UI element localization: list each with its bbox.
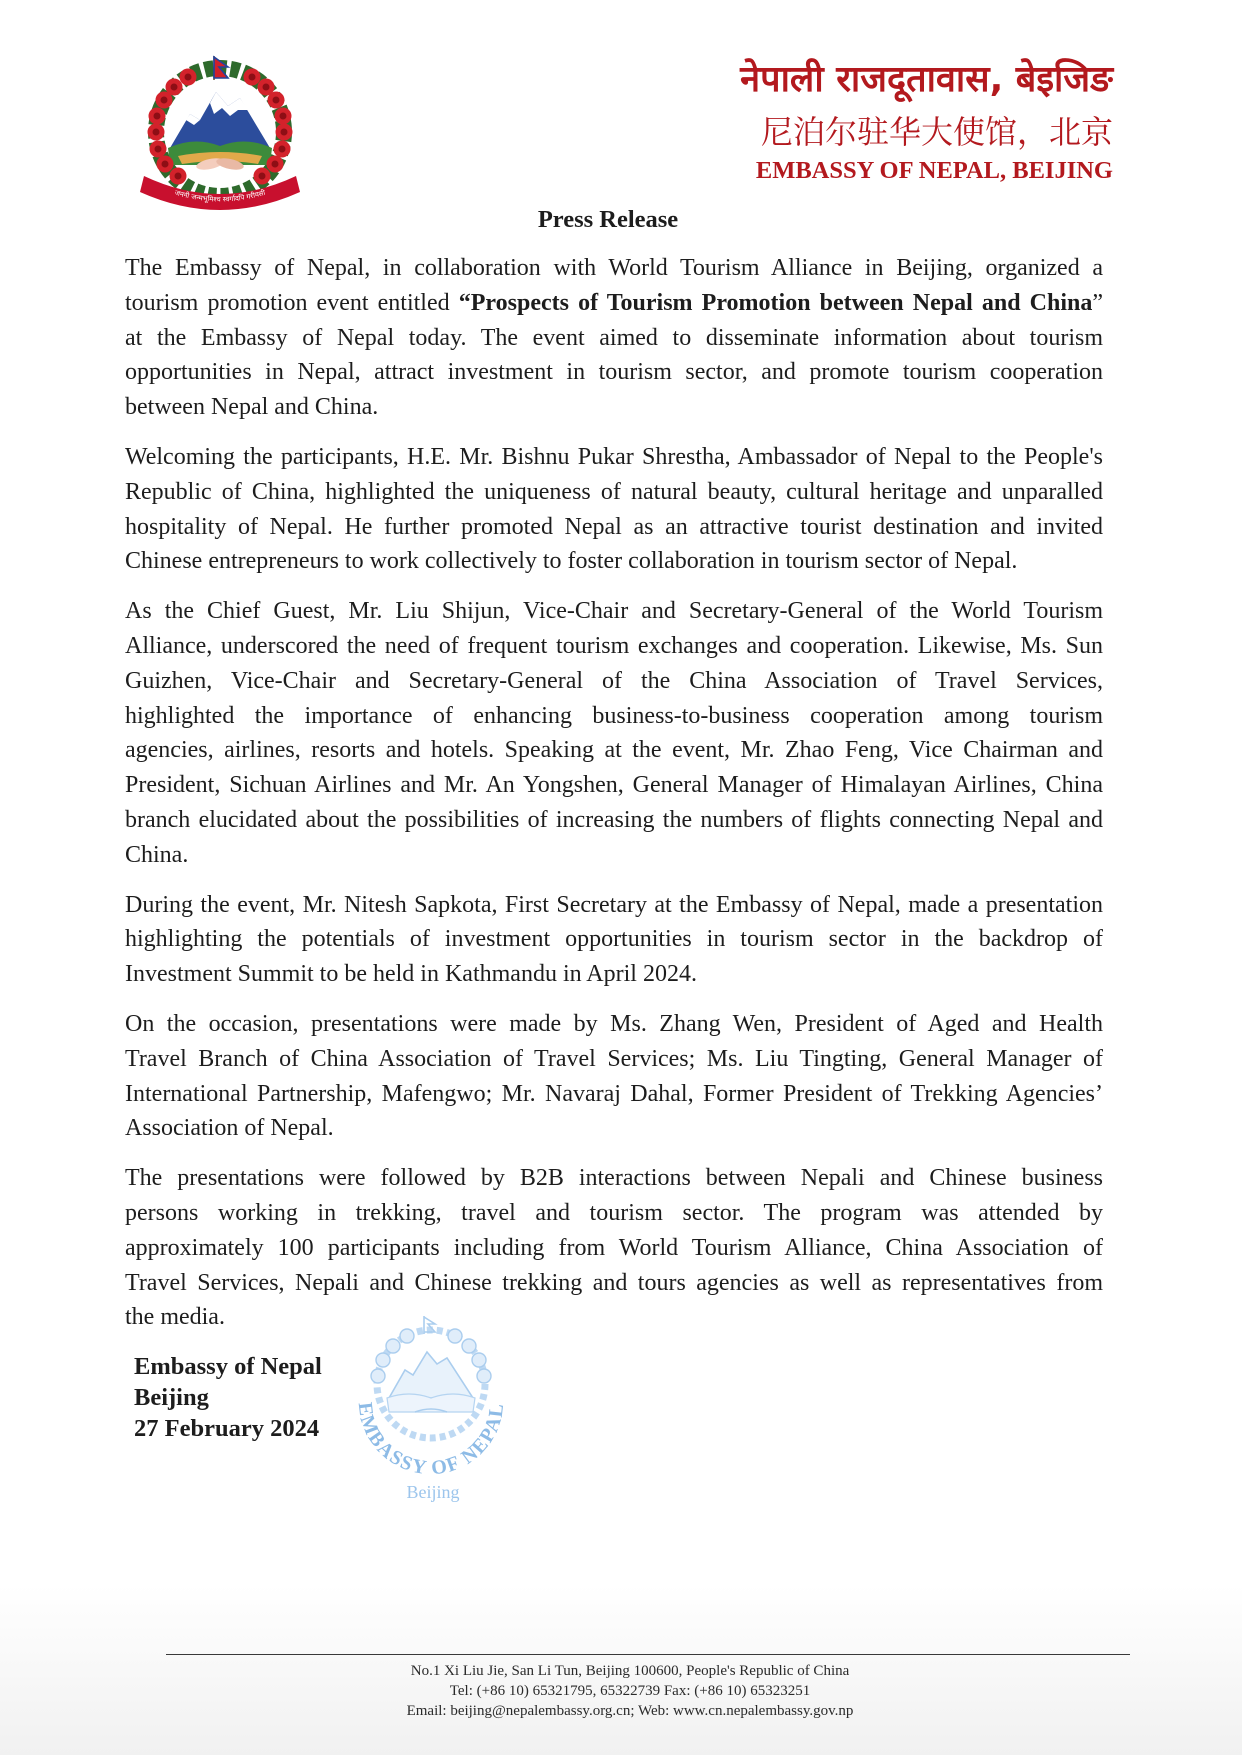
body-line: approximately 100 participants including from World Tourism Alliance, China Association of xyxy=(125,1234,1103,1261)
paragraph-3 xyxy=(125,594,1103,872)
body-line: China. xyxy=(125,841,189,868)
footer-divider xyxy=(166,1654,1130,1655)
body-line: The Embassy of Nepal, in collaboration with World Tourism Alliance in Beijing, organized a xyxy=(125,255,1103,281)
body-text: tourism promotion event entitled xyxy=(125,289,459,316)
title-nepali: नेपाली राजदूतावास, बेइजिङ xyxy=(740,59,1113,100)
signature-block xyxy=(134,1351,322,1444)
body-line: Guizhen, Vice-Chair and Secretary-General of the China Association of Travel Services, xyxy=(125,667,1103,694)
event-title: “Prospects of Tourism Promotion between Nepal and China xyxy=(458,289,1093,316)
body-line: International Partnership, Mafengwo; Mr. Navaraj Dahal, Former President of Trekking Agencies’ xyxy=(125,1080,1103,1107)
body-line: the media. xyxy=(125,1304,225,1331)
body-line: persons working in trekking, travel and tourism sector. The program was attended by xyxy=(125,1199,1103,1226)
body-line: highlighting the potentials of investment opportunities in tourism sector in the backdrop of xyxy=(125,926,1103,953)
body-line: Travel Services, Nepali and Chinese trekking and tours agencies as well as representatives from xyxy=(125,1269,1103,1296)
body-line: Chinese entrepreneurs to work collectively to foster collaboration in tourism sector of Nepal. xyxy=(125,548,1018,575)
body-line: Welcoming the participants, H.E. Mr. Bishnu Pukar Shrestha, Ambassador of Nepal to the People's xyxy=(125,443,1103,470)
body-line: highlighted the importance of enhancing business-to-business cooperation among tourism xyxy=(125,702,1103,729)
paragraph-6 xyxy=(125,1161,1103,1335)
paragraph-2 xyxy=(125,440,1103,579)
body-text: ” xyxy=(1092,289,1104,316)
body-line: agencies, airlines, resorts and hotels. Speaking at the event, Mr. Zhao Feng, Vice Chairman and xyxy=(125,737,1103,764)
seal-emblem xyxy=(371,1316,491,1438)
body-line: branch elucidated about the possibilities of increasing the numbers of flights connecting Nepal and xyxy=(125,806,1103,833)
body-line: Travel Branch of China Association of Travel Services; Ms. Liu Tingting, General Manager of xyxy=(125,1045,1103,1072)
embassy-seal-icon xyxy=(331,1312,531,1512)
seal-text: EMBASSY OF NEPAL xyxy=(353,1401,509,1480)
footer-email-web: Email: beijing@nepalembassy.org.cn; Web: www.cn.nepalembassy.gov.np xyxy=(406,1703,854,1719)
signature-organization: Embassy of Nepal xyxy=(134,1353,322,1380)
press-release-body xyxy=(125,251,1103,1350)
body-line: On the occasion, presentations were made by Ms. Zhang Wen, President of Aged and Health xyxy=(125,1010,1103,1037)
body-line: President, Sichuan Airlines and Mr. An Yongshen, General Manager of Himalayan Airlines, China xyxy=(125,772,1103,799)
body-line: hospitality of Nepal. He further promoted Nepal as an attractive tourist destination and invited xyxy=(125,513,1103,540)
signature-city: Beijing xyxy=(134,1384,209,1411)
title-chinese: 尼泊尔驻华大使馆，北京 xyxy=(760,113,1113,151)
body-line: As the Chief Guest, Mr. Liu Shijun, Vice-Chair and Secretary-General of the World Tourism xyxy=(125,598,1103,625)
emblem-motto: जननी जन्मभूमिश्च स्वर्गादपि गरीयसी xyxy=(173,188,267,204)
body-line: The presentations were followed by B2B interactions between Nepali and Chinese business xyxy=(125,1165,1103,1192)
body-line: between Nepal and China. xyxy=(125,394,379,421)
footer-address: No.1 Xi Liu Jie, San Li Tun, Beijing 100600, People's Republic of China xyxy=(410,1663,850,1679)
body-line: Republic of China, highlighted the uniqueness of natural beauty, cultural heritage and unparalled xyxy=(125,478,1103,505)
footer-phone-fax: Tel: (+86 10) 65321795, 65322739 Fax: (+86 10) 65323251 xyxy=(449,1683,811,1699)
title-english: EMBASSY OF NEPAL, BEIJING xyxy=(755,157,1113,184)
seal-city: Beijing xyxy=(406,1482,460,1502)
paragraph-1 xyxy=(125,251,1103,425)
body-line: Alliance, underscored the need of frequent tourism exchanges and cooperation. Likewise, Ms. Sun xyxy=(125,632,1103,659)
paragraph-4 xyxy=(125,888,1103,992)
paragraph-5 xyxy=(125,1007,1103,1146)
body-line: at the Embassy of Nepal today. The event aimed to disseminate information about tourism xyxy=(125,324,1103,351)
body-line: opportunities in Nepal, attract investment in tourism sector, and promote tourism cooperation xyxy=(125,359,1103,386)
body-line xyxy=(125,286,1103,321)
footer-contact xyxy=(330,1661,930,1721)
body-line: Association of Nepal. xyxy=(125,1115,334,1142)
signature-date: 27 February 2024 xyxy=(134,1415,320,1442)
document-heading: Press Release xyxy=(537,206,679,233)
body-line: Investment Summit to be held in Kathmandu in April 2024. xyxy=(125,961,697,988)
body-line: During the event, Mr. Nitesh Sapkota, First Secretary at the Embassy of Nepal, made a presentation xyxy=(125,891,1103,918)
nepal-coat-of-arms-icon xyxy=(124,52,316,218)
